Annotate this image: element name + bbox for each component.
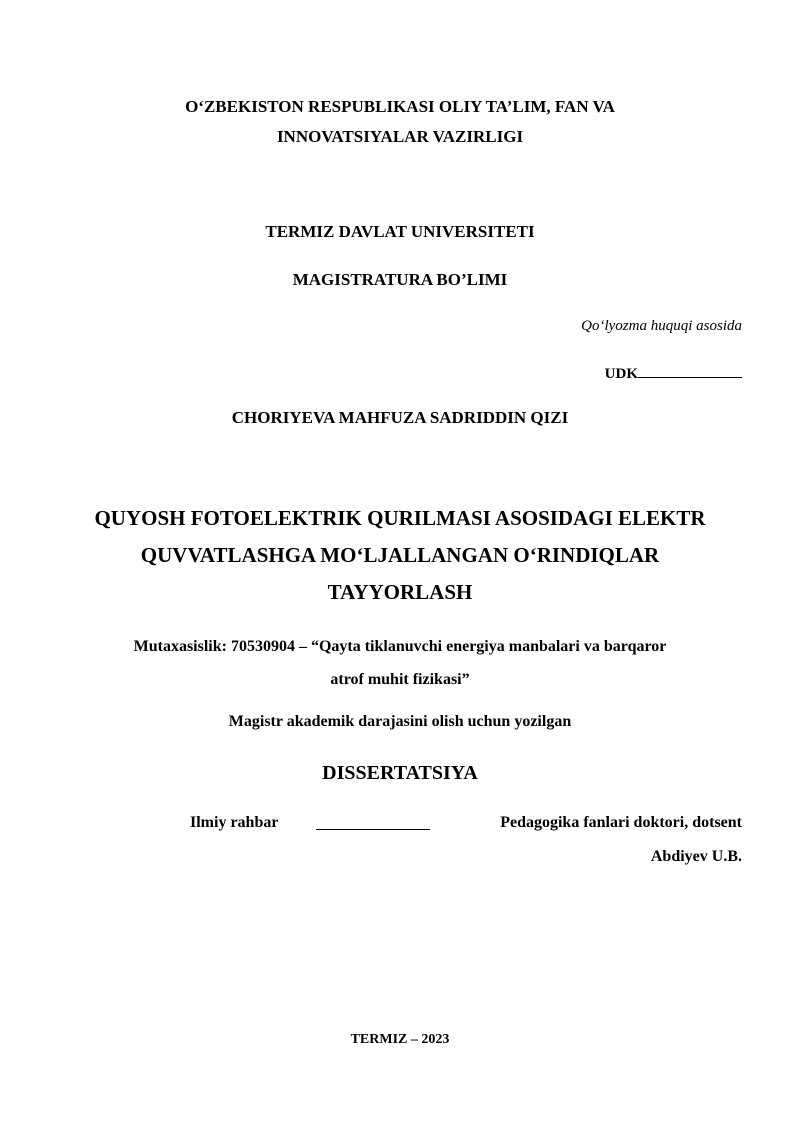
udk-blank-line [638,363,742,378]
specialty-line-1: Mutaxasislik: 70530904 – “Qayta tiklanuvchi energiya manbalari va barqaror [133,638,667,655]
title-line-2: QUVVATLASHGA MO‘LJALLANGAN O‘RINDIQLAR [140,543,660,567]
specialty-line-2: atrof muhit fizikasi” [330,671,470,688]
supervisor-label: Ilmiy rahbar [190,814,279,831]
university-name: TERMIZ DAVLAT UNIVERSITETI [265,222,535,241]
manuscript-rights-note: Qo‘lyozma huquqi asosida [581,318,742,334]
ministry-line-1: O‘ZBEKISTON RESPUBLIKASI OLIY TA’LIM, FAN VA [185,97,615,116]
supervisor-row [0,814,800,838]
udk-field [605,363,742,383]
udk-label: UDK [604,366,638,382]
dissertation-title [0,500,800,611]
title-line-3: TAYYORLASH [327,580,473,604]
author-name: CHORIYEVA MAHFUZA SADRIDDIN QIZI [231,408,569,427]
title-line-1: QUYOSH FOTOELEKTRIK QURILMASI ASOSIDAGI ELEKTR [94,506,706,530]
document-type: DISSERTATSIYA [322,762,478,784]
supervisor-signature-line [316,829,430,830]
department-name: MAGISTRATURA BO’LIMI [292,270,508,289]
footer-city-year: TERMIZ – 2023 [350,1032,450,1047]
supervisor-name: Abdiyev U.B. [650,848,742,865]
specialty [0,630,800,696]
ministry-line-2: INNOVATSIYALAR VAZIRLIGI [276,127,524,146]
degree-text: Magistr akademik darajasini olish uchun yozilgan [228,713,572,730]
supervisor-title: Pedagogika fanlari doktori, dotsent [500,814,742,831]
ministry-heading [0,92,800,152]
